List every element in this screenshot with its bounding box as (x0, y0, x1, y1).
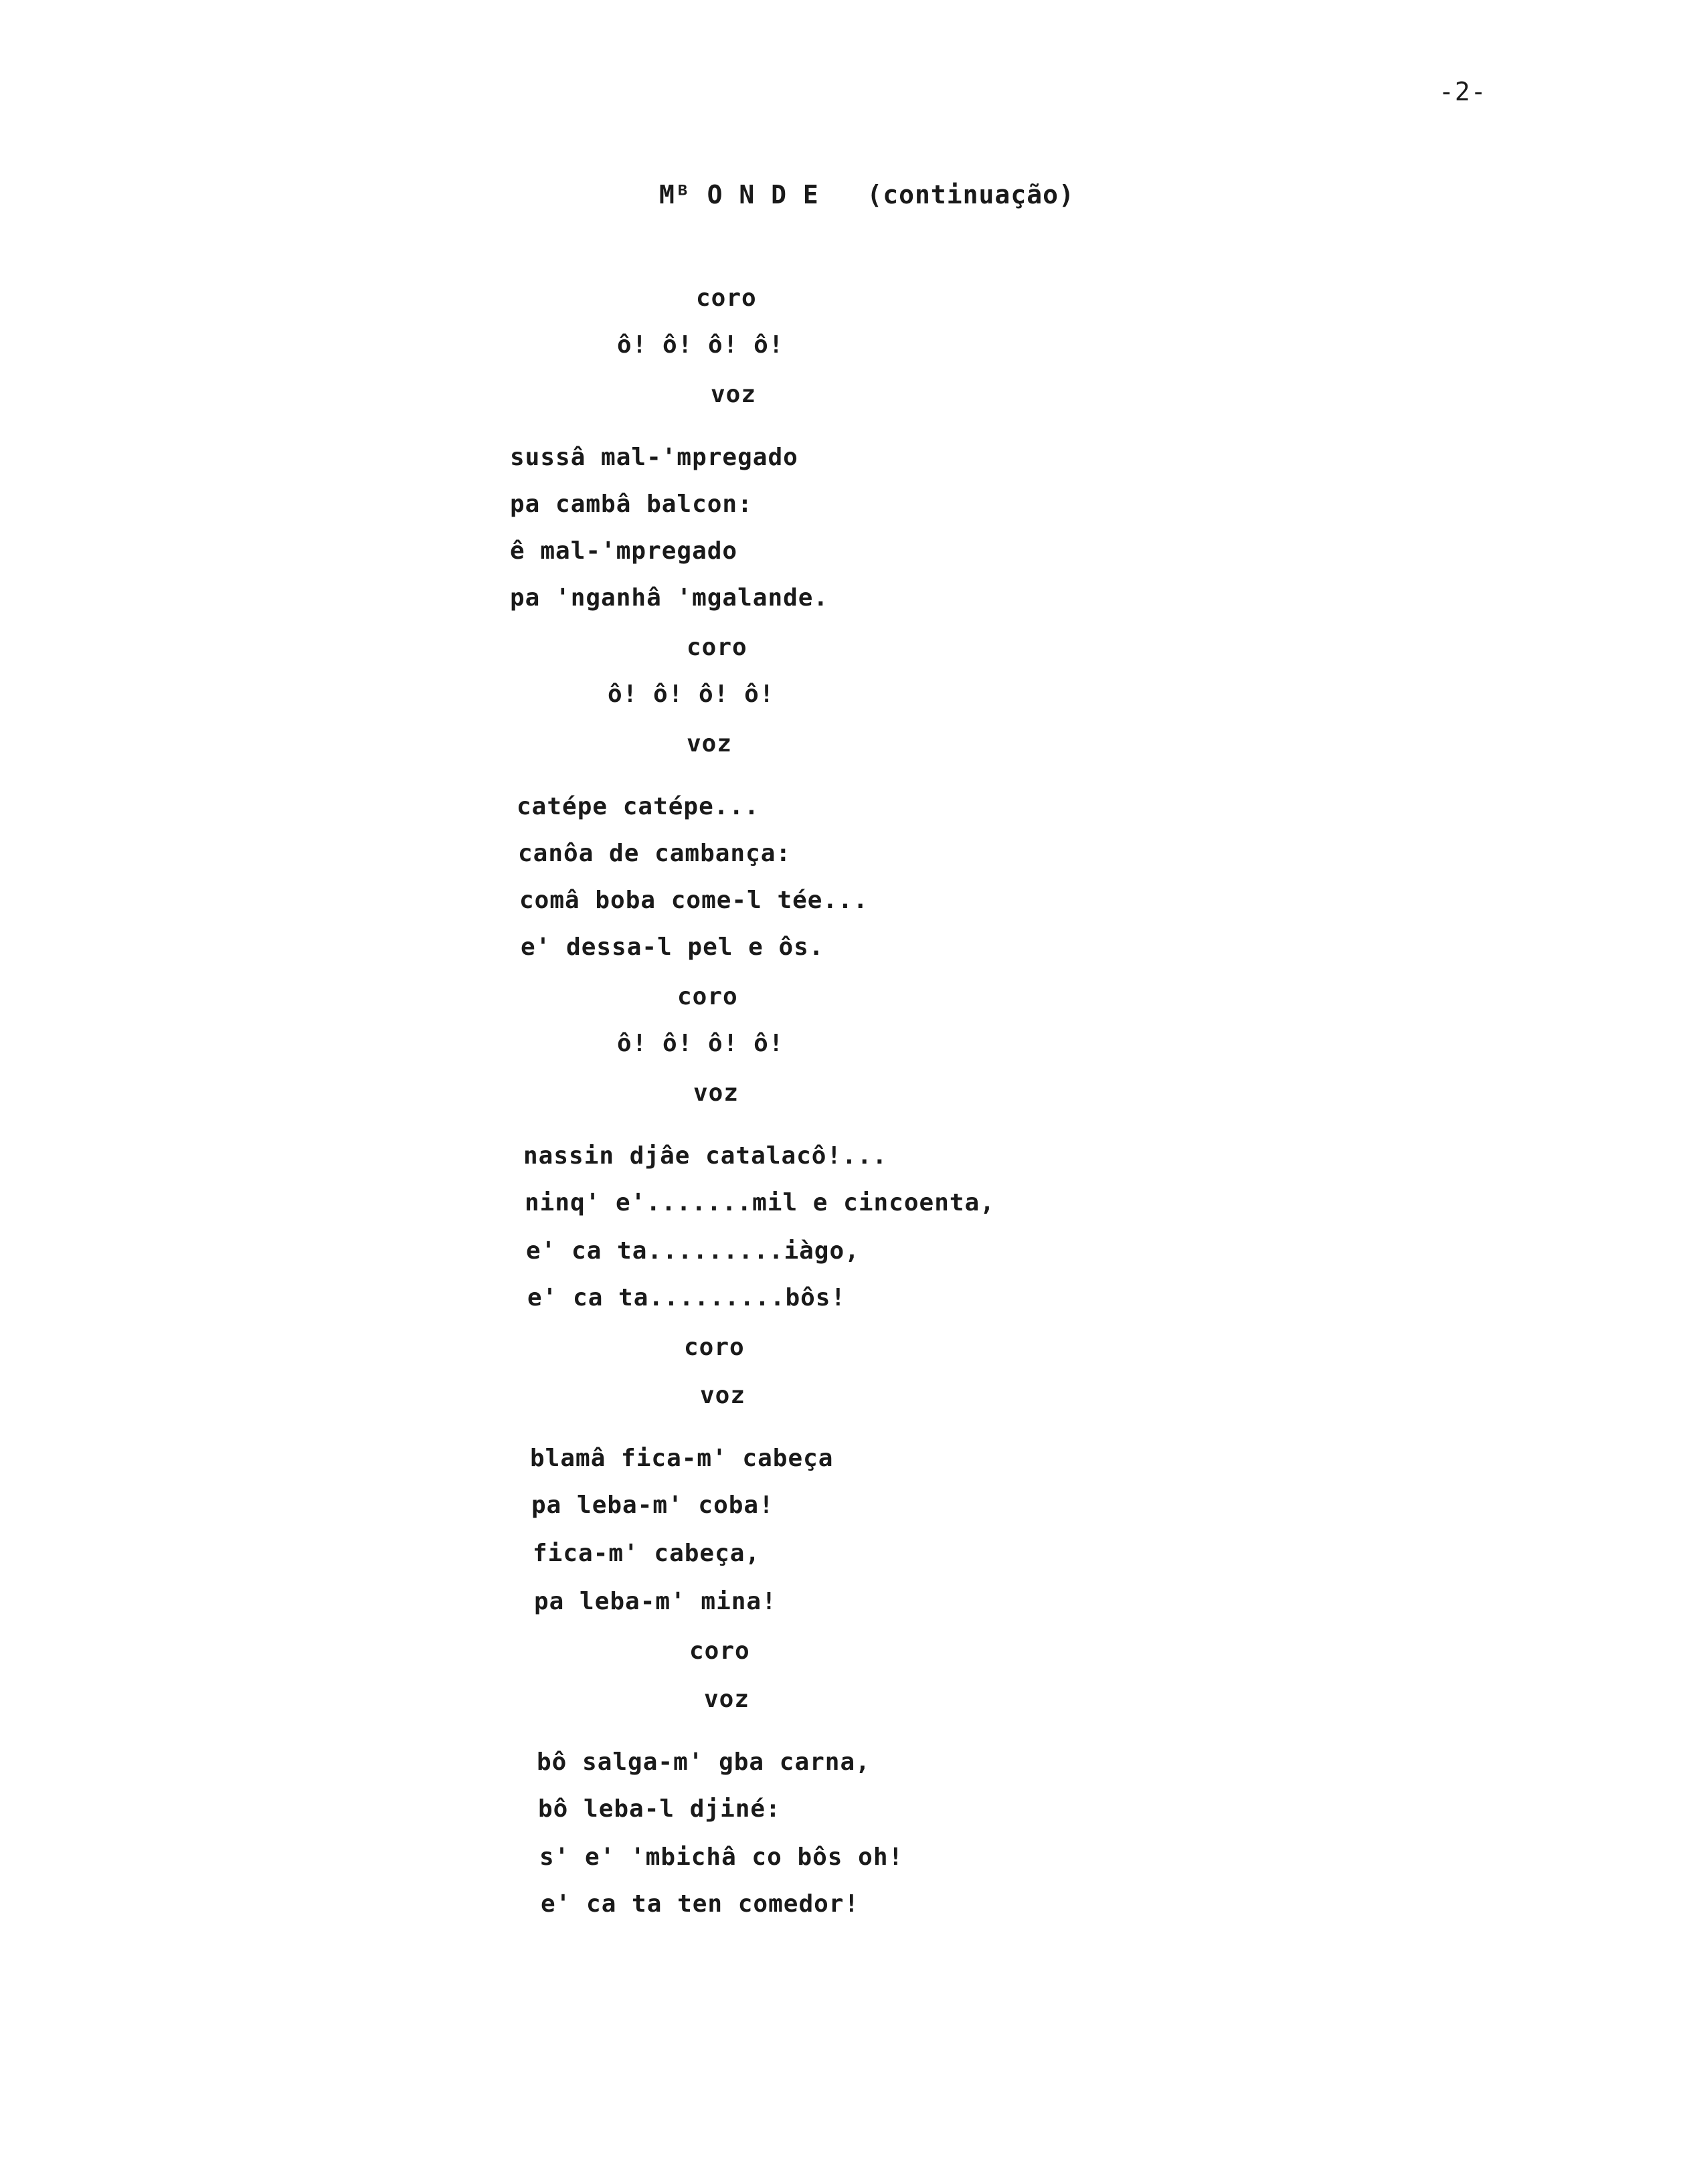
verse-line: nassin djâe catalacô!... (523, 1142, 888, 1170)
verse-line: comâ boba come-l tée... (519, 887, 869, 914)
verse-line: e' ca ta.........iàgo, (526, 1237, 860, 1265)
verse-line: coro (696, 284, 757, 312)
verse-line: ê mal-'mpregado (510, 537, 738, 565)
verse-line: e' ca ta.........bôs! (527, 1284, 847, 1311)
verse-line: voz (700, 1382, 746, 1409)
page-title: Mᴮ O N D E (continuação) (659, 180, 1075, 209)
verse-line: fica-m' cabeça, (533, 1540, 761, 1567)
verse-line: canôa de cambança: (518, 840, 792, 867)
verse-line: s' e' 'mbichâ co bôs oh! (539, 1843, 904, 1871)
verse-line: coro (684, 1334, 745, 1361)
verse-line: pa leba-m' coba! (531, 1491, 774, 1519)
page-number: -2- (1439, 77, 1487, 106)
verse-line: voz (687, 730, 733, 757)
verse-line: coro (689, 1637, 750, 1665)
verse-line: pa 'nganhâ 'mgalande. (510, 584, 829, 612)
verse-line: e' dessa-l pel e ôs. (521, 933, 824, 961)
verse-line: ô! ô! ô! ô! (608, 680, 775, 708)
verse-line: pa leba-m' mina! (534, 1588, 777, 1615)
verse-line: pa cambâ balcon: (510, 490, 753, 518)
verse-line: voz (711, 381, 757, 408)
verse-line: catépe catépe... (517, 793, 760, 820)
verse-line: coro (677, 983, 738, 1010)
verse-line: voz (693, 1079, 739, 1107)
verse-line: blamâ fica-m' cabeça (530, 1445, 834, 1472)
verse-line: ô! ô! ô! ô! (617, 1030, 784, 1057)
verse-line: coro (687, 634, 747, 661)
verse-line: ninq' e'.......mil e cincoenta, (525, 1189, 995, 1216)
verse-line: e' ca ta ten comedor! (541, 1890, 860, 1918)
verse-line: sussâ mal-'mpregado (510, 444, 798, 471)
verse-line: bô leba-l djiné: (538, 1795, 781, 1823)
verse-line: bô salga-m' gba carna, (537, 1748, 871, 1776)
verse-line: ô! ô! ô! ô! (617, 331, 784, 359)
verse-line: voz (704, 1686, 750, 1713)
